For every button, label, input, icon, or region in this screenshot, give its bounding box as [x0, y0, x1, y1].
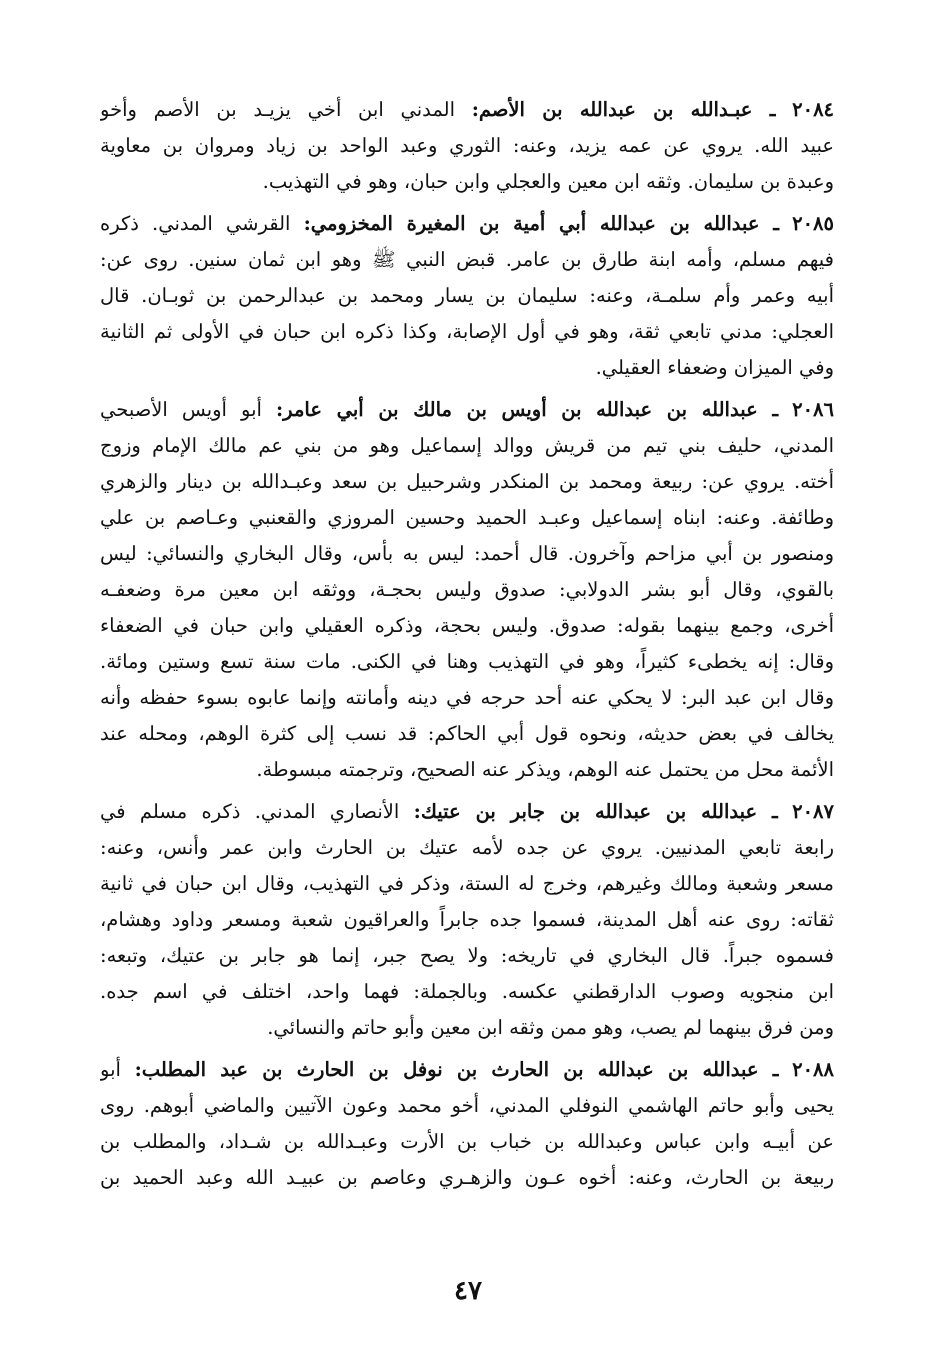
entry-line: أبيه وعمر وأم سلمـة، وعنه: سليمان بن يسار ومحمد بن عبدالرحمن بن ثوبـان. قال: [100, 284, 834, 307]
page-number: ٤٧: [454, 1276, 482, 1306]
entry-line: بالقوي، وقال أبو بشر الدولابي: صدوق وليس بحجـة، ووثقه ابن معين مرة وضعفـه: [100, 578, 834, 601]
entry-line: مسعر وشعبة ومالك وغيرهم، وخرج له الستة، وذكر في التهذيب، وقال ابن حبان في ثانية: [100, 872, 834, 895]
entry-first-line-rest: الأنصاري المدني. ذكره مسلم في: [100, 800, 400, 823]
entry-line: وقال ابن عبد البر: لا يحكي عنه أحد حرجه في دينه وأمانته وإنما عابوه بسوء حفظه وأنه: [100, 686, 834, 709]
entry-number: ٢٠٨٨: [792, 1058, 834, 1081]
entry-line: ومنصور بن أبي مزاحم وآخرون. قال أحمد: ليس به بأس، وقال البخاري والنسائي: ليس: [100, 542, 834, 565]
entry-number: ٢٠٨٥: [792, 212, 834, 235]
entry-first-line-rest: القرشي المدني. ذكره: [100, 212, 291, 235]
entry-line: ابن منجويه وصوب الدارقطني عكسه. وبالجملة: فهما واحد، اختلف في اسم جده.: [100, 980, 834, 1003]
entry-line: فيهم مسلم، وأمه ابنة طارق بن عامر. قبض النبي ﷺ وهو ابن ثمان سنين. روى عن:: [100, 248, 834, 271]
entry-line: أخرى، وجمع بينهما بقوله: صدوق. وليس بحجة، وذكره العقيلي وابن حبان في الضعفاء: [100, 614, 834, 637]
entry-heading: ـ عبـدالله بن عبدالله بن الأصم:: [471, 98, 776, 121]
entry-line: ومن فرق بينهما لم يصب، وهو ممن وثقه ابن معين وأبو حاتم والنسائي.: [267, 1016, 834, 1039]
entry-heading: ـ عبدالله بن عبدالله أبي أمية بن المغيرة المخزومي:: [303, 212, 779, 235]
entry-first-line-rest: أبو أويس الأصبحي: [100, 398, 262, 421]
entry-first-line: [100, 392, 834, 428]
entry-first-line-rest: أبو: [100, 1058, 121, 1081]
entry-line: المدني، حليف بني تيم من قريش ووالد إسماعيل وهو من بني عم مالك الإمام وزوج: [100, 434, 834, 457]
entry-line: يخالف في بعض حديثه، ونحوه قول أبي الحاكم: قد نسب إلى كثرة الوهم، ومحله عند: [100, 722, 834, 745]
entry-first-line: [100, 1052, 834, 1088]
entry-line: الأئمة محل من يحتمل عنه الوهم، ويذكر عنه الصحيح، وترجمته مبسوطة.: [256, 758, 834, 781]
entry-2088: [100, 1052, 834, 1196]
entry-2084: [100, 92, 834, 200]
entry-first-line: [100, 794, 834, 830]
entry-2085: [100, 206, 834, 386]
entry-line: رابعة تابعي المدنيين. يروي عن جده لأمه عتيك بن الحارث وابن عمر وأنس، وعنه:: [100, 836, 834, 859]
entry-line: عن أبيـه وابن عباس وعبدالله بن خباب بن الأرت وعبـدالله بن شـداد، والمطلب بن: [100, 1130, 834, 1153]
entry-2087: [100, 794, 834, 1046]
entry-line: فسموه جبراً. قال البخاري في تاريخه: ولا يصح جبر، إنما هو جابر بن عتيك، وتبعه:: [100, 944, 834, 967]
entry-first-line-rest: المدني ابن أخي يزيـد بن الأصم وأخو: [100, 98, 455, 121]
entry-first-line: [100, 206, 834, 242]
entry-heading: ـ عبدالله بن عبدالله بن الحارث بن نوفل بن الحارث بن عبد المطلب:: [134, 1058, 779, 1081]
entry-2086: [100, 392, 834, 788]
entry-heading: ـ عبدالله بن عبدالله بن جابر بن عتيك:: [413, 800, 778, 823]
entry-number: ٢٠٨٧: [792, 800, 834, 823]
entry-line: ربيعة بن الحارث، وعنه: أخوه عـون والزهـري وعاصم بن عبيـد الله وعبد الحميد بن: [100, 1166, 834, 1189]
entry-line: ثقاته: روى عنه أهل المدينة، فسموا جده جابراً والعراقيون شعبة ومسعر وداود وهشام،: [100, 908, 834, 931]
entry-line: أخته. يروي عن: ربيعة ومحمد بن المنكدر وشرحبيل بن سعد وعبـدالله بن دينار والزهري: [100, 470, 834, 493]
entry-line: العجلي: مدني تابعي ثقة، وهو في أول الإصابة، وكذا ذكره ابن حبان في الأولى ثم الثانية: [100, 320, 834, 343]
entry-line: وطائفة. وعنه: ابناه إسماعيل وعبـد الحميد وحسين المروزي والقعنبي وعـاصم بن علي: [100, 506, 834, 529]
entry-first-line: [100, 92, 834, 128]
entry-number: ٢٠٨٦: [792, 398, 834, 421]
entry-number: ٢٠٨٤: [792, 98, 834, 121]
entry-line: وفي الميزان وضعفاء العقيلي.: [595, 356, 834, 379]
entry-line: عبيد الله. يروي عن عمه يزيد، وعنه: الثوري وعبد الواحد بن زياد ومروان بن معاوية: [100, 134, 834, 157]
entry-line: وعبدة بن سليمان. وثقه ابن معين والعجلي وابن حبان، وهو في التهذيب.: [262, 170, 834, 193]
entry-line: وقال: إنه يخطىء كثيراً، وهو في التهذيب وهنا في الكنى. مات سنة تسع وستين ومائة.: [100, 650, 834, 673]
biographical-entries: [100, 92, 834, 1196]
entry-heading: ـ عبدالله بن عبدالله بن أويس بن مالك بن أبي عامر:: [275, 398, 779, 421]
entry-line: يحيى وأبو حاتم الهاشمي النوفلي المدني، أخو محمد وعون الآتيين والماضي أبوهم. روى: [100, 1094, 834, 1117]
